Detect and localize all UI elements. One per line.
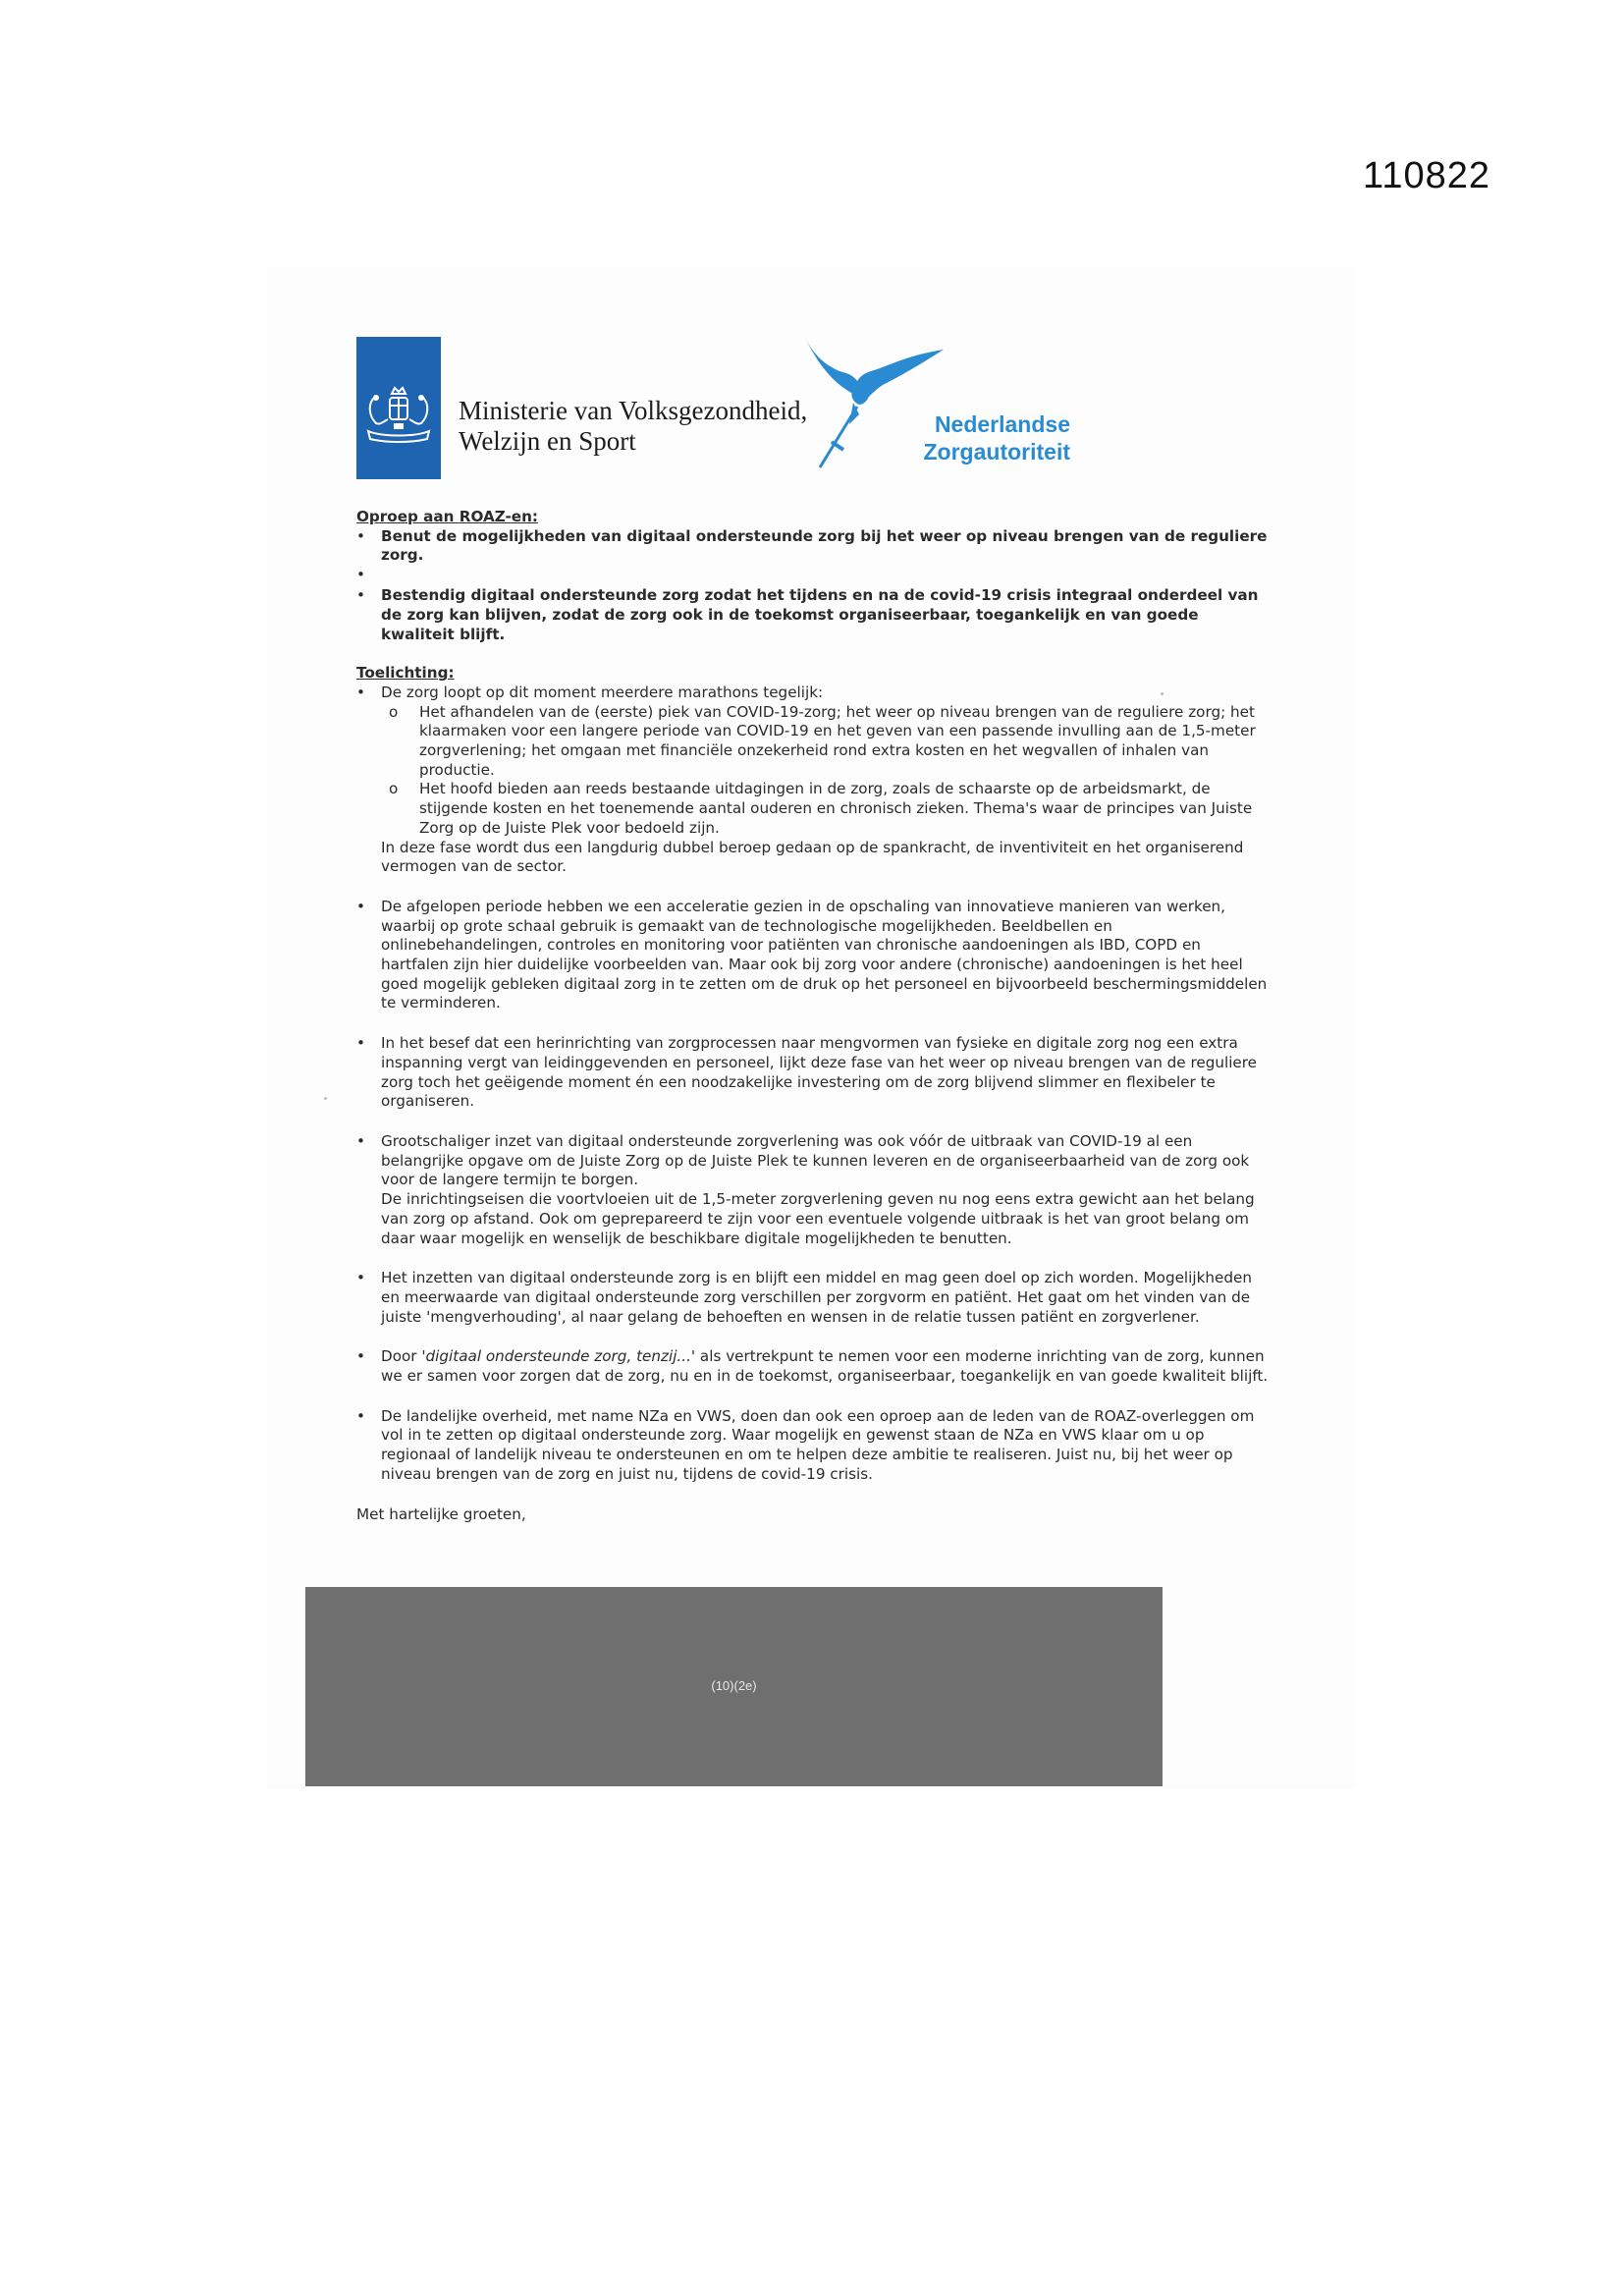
spacer [356, 1112, 1270, 1132]
motto-suffix: als vertrekpunt te nemen voor een moderne inrichting van de zorg, kunnen we er samen voor zorgen dat de zorg, nu en in de toekomst, organiseerbaar, toegankelijk en van goede kwaliteit blijft. [381, 1347, 1269, 1386]
scan-speck [1161, 692, 1164, 695]
nza-name-line2: Zorgautoriteit [923, 439, 1070, 465]
sub-list [381, 703, 1270, 839]
spacer [356, 1485, 1270, 1505]
motto-italic: 'digitaal ondersteunde zorg, tenzij...' [421, 1347, 696, 1366]
explanation-list [356, 1034, 1270, 1112]
rijksoverheid-logo [356, 337, 441, 479]
redaction-code: (10)(2e) [711, 1678, 757, 1693]
redaction-block [305, 1587, 1163, 1786]
list-item [356, 1132, 1270, 1248]
list-item-part: • Grootschaliger inzet van digitaal ondersteunde zorgverlening was ook vóór de uitbraak van COVID-19 al een belangrijke opgave om de Juiste Zorg op de Juiste Plek te kunnen leveren en de organiseerbaarheid van de zorg ook voor de langere termijn te borgen. [381, 1131, 1250, 1189]
nza-name-line1: Nederlandse [934, 411, 1070, 437]
spacer [356, 1248, 1270, 1269]
list-item-part: De inrichtingseisen die voortvloeien uit de 1,5-meter zorgverlening geven nu nog eens extra gewicht aan het belang van zorg op afstand. Ook om geprepareerd te zijn voor een eventuele volgende uitbraak is het van groot belang om daar waar mogelijk en wenselijk de beschikbare digitale mogelijkheden te benutten. [381, 1190, 1255, 1247]
explanation-list [356, 1347, 1270, 1386]
call-item: • Bestendig digitaal ondersteunde zorg zodat het tijdens en na de covid-19 crisis integraal onderdeel van de zorg kan blijven, zodat de zorg ook in de toekomst organiseerbaar, toegankelijk en van goede kwaliteit blijft. [356, 586, 1270, 644]
explanation-list [356, 1407, 1270, 1485]
explanation-list [356, 898, 1270, 1013]
call-item: • Benut de mogelijkheden van digitaal ondersteunde zorg bij het weer op niveau brengen van de reguliere zorg. [356, 527, 1270, 566]
sub-list-item: o Het hoofd bieden aan reeds bestaande uitdagingen in de zorg, zoals de schaarste op de arbeidsmarkt, de stijgende kosten en het toenemende aantal ouderen en chronisch zieken. Thema's waar de principes van Juiste Zorg op de Juiste Plek voor bedoeld zijn. [381, 780, 1270, 838]
spacer [356, 1013, 1270, 1034]
nza-name [884, 410, 1070, 465]
spacer [356, 644, 1270, 664]
explanation-list [356, 1132, 1270, 1248]
page-number: 110822 [1363, 155, 1490, 196]
sub-list-item: o Het afhandelen van de (eerste) piek van COVID-19-zorg; het weer op niveau brengen van de reguliere zorg; het klaarmaken voor een langere periode van COVID-19 en het geven van een passende invulling aan de 1,5-meter zorgverlening; het omgaan met financiële onzekerheid rond extra kosten en het wegvallen of inhalen van productie. [381, 703, 1270, 781]
list-item: • Het inzetten van digitaal ondersteunde zorg is en blijft een middel en mag geen doel op zich worden. Mogelijkheden en meerwaarde van digitaal ondersteunde zorg verschillen per zorgvorm en patiënt. Het gaat om het vinden van de juiste 'mengverhouding', al naar gelang de behoeften en wensen in de relatie tussen patiënt en zorgverlener. [356, 1269, 1270, 1327]
explanation-list [356, 1269, 1270, 1327]
spacer [356, 1327, 1270, 1347]
spacer [356, 877, 1270, 898]
list-item: • In het besef dat een herinrichting van zorgprocessen naar mengvormen van fysieke en digitale zorg nog een extra inspanning vergt van leidinggevenden en personeel, lijkt deze fase van het weer op niveau brengen van de reguliere zorg toch het geëigende moment én een noodzakelijke investering om de zorg blijvend slimmer en flexibeler te organiseren. [356, 1034, 1270, 1112]
ministry-name [459, 396, 807, 457]
list-item-conclusion: In deze fase wordt dus een langdurig dubbel beroep gedaan op de spankracht, de inventiviteit en het organiserend vermogen van de sector. [381, 838, 1244, 876]
explanation-heading: Toelichting: [356, 664, 455, 683]
spacer [356, 1387, 1270, 1407]
closing-greeting: Met hartelijke groeten, [356, 1504, 526, 1523]
list-item: • De afgelopen periode hebben we een acceleratie gezien in de opschaling van innovatieve manieren van werken, waarbij op grote schaal gebruik is gemaakt van de technologische mogelijkheden. Beeldbellen en onlinebehandelingen, controles en monitoring voor patiënten van chronische aandoeningen als IBD, COPD en hartfalen zijn hier duidelijke voorbeelden van. Maar ook bij zorg voor andere (chronische) aandoeningen is het heel goed mogelijk gebleken digitaal zorg in te zetten om de druk op het personeel en bijvoorbeeld beschermingsmiddelen te verminderen. [356, 898, 1270, 1013]
motto-prefix: Door [381, 1347, 422, 1366]
ministry-name-line1: Ministerie van Volksgezondheid, [459, 396, 808, 425]
call-heading: Oproep aan ROAZ-en: [356, 508, 538, 525]
scan-speck [324, 1097, 327, 1100]
explanation-list [356, 683, 1270, 877]
spacer [356, 566, 1270, 586]
list-item-intro: • De zorg loopt op dit moment meerdere marathons tegelijk: [381, 683, 824, 701]
rijksoverheid-coat-of-arms-icon [362, 386, 435, 447]
list-item: • De landelijke overheid, met name NZa en VWS, doen dan ook een oproep aan de leden van de ROAZ-overleggen om vol in te zetten op digitaal ondersteunde zorg. Waar mogelijk en gewenst staan de NZa en VWS klaar om u op regionaal of landelijk niveau te ondersteunen en om te helpen deze ambitie te realiseren. Juist nu, bij het weer op niveau brengen van de zorg en juist nu, tijdens de covid-19 crisis. [356, 1407, 1270, 1485]
ministry-name-line2: Welzijn en Sport [459, 426, 636, 456]
letter-body [356, 508, 1270, 1524]
list-item [356, 683, 1270, 877]
call-list [356, 527, 1270, 645]
list-item [356, 1347, 1270, 1386]
